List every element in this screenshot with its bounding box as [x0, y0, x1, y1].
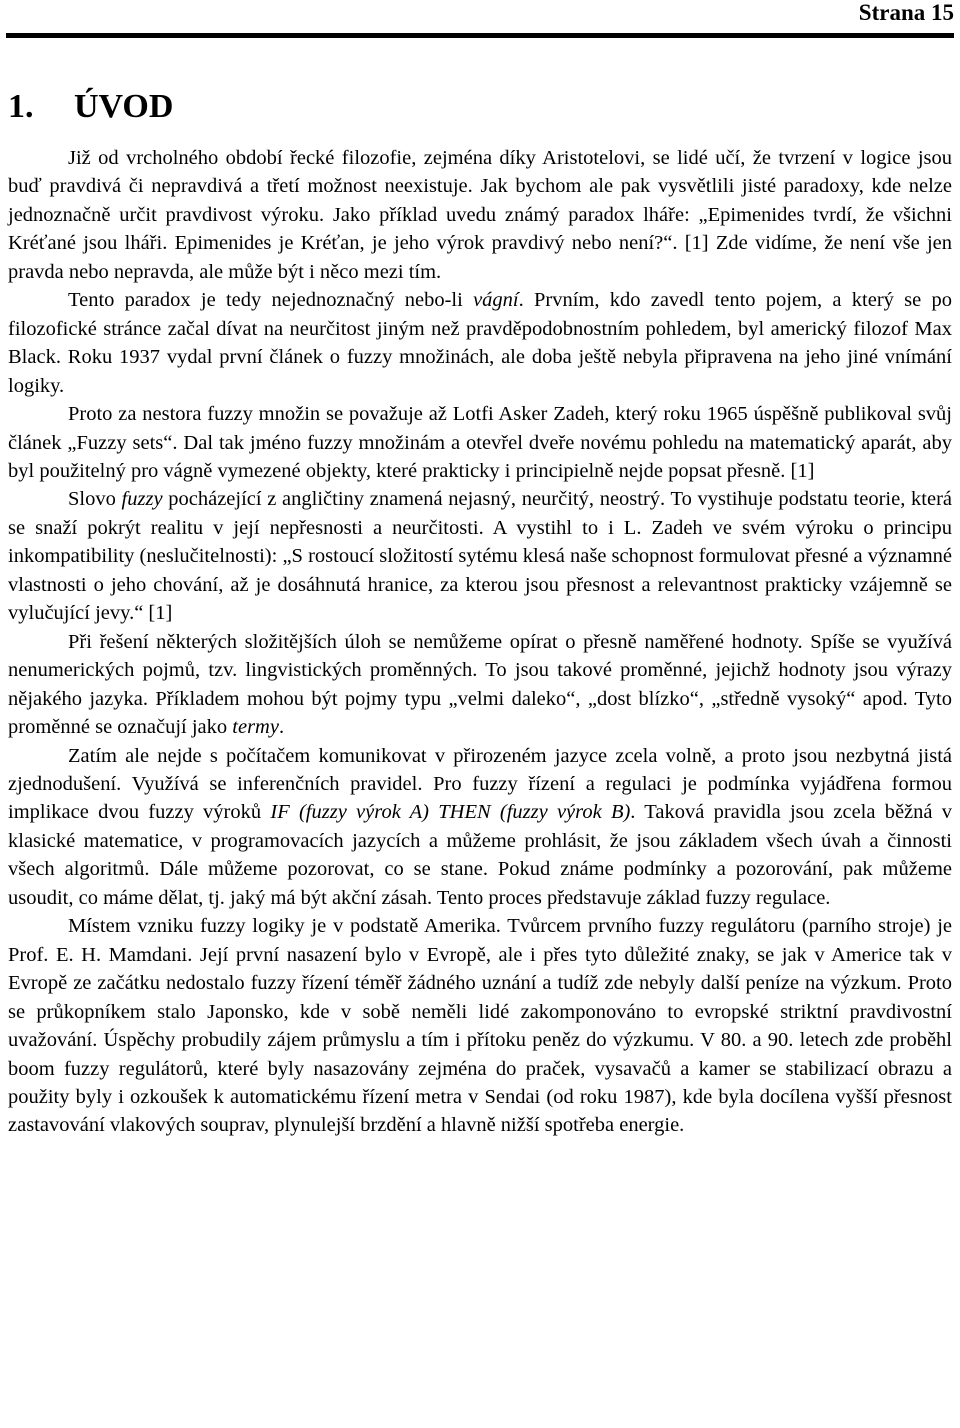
italic-term: vágní — [473, 289, 519, 312]
page-number-header: Strana 15 — [858, 0, 954, 25]
text-run: Místem vzniku fuzzy logiky je v podstatě Amerika. Tvůrcem prvního fuzzy regulátoru (parního stroje) je Prof. E. H. Mamdani. Její první nasazení bylo v Evropě, ale i přes tyto důležité znaky, se jak v Americe tak v Evropě ze začátku nedostalo fuzzy řízení téměř žádného uznání a tudíž zde nebyly další peníze na výzkum. Proto se průkopníkem stalo Japonsko, kde v sobě neměli lidé zakomponováno to evropské striktní pravdivostní uvažování. Úspěchy probudily zájem průmyslu a tím i přítoku peněz do výzkumu. V 80. a 90. letech zde proběhl boom fuzzy regulátorů, které byly nasazovány zejména do praček, vysavačů a kamer se stabilizací obrazu a použity byly i ozkoušek k automatickému řízení metra v Sendai (od roku 1987), kde byla docílena vyšší přesnost zastavování vlakových souprav, plynulejší brzdění a hlavně nižší spotřeba energie. — [8, 915, 952, 1137]
italic-term: fuzzy — [121, 488, 163, 511]
header-rule — [6, 33, 954, 38]
text-run: . — [278, 716, 285, 739]
paragraph — [8, 742, 952, 913]
text-run: . Prvním, kdo zavedl tento pojem, a který se po filozofické stránce začal dívat na neurčitost jiným než pravděpodobnostním pohledem, byl americký filozof Max Black. Roku 1937 vydal první článek o fuzzy množinách, ale doba ještě nebyla připravena na jeho jiné vnímání logiky. — [8, 289, 952, 397]
chapter-heading — [8, 86, 173, 128]
paragraph — [8, 144, 952, 286]
paragraph — [8, 400, 952, 485]
italic-term: termy — [232, 716, 279, 739]
text-run: Proto za nestora fuzzy množin se považuje až Lotfi Asker Zadeh, který roku 1965 úspěšně publikoval svůj článek „Fuzzy sets“. Dal tak jméno fuzzy množinám a otevřel dveře novému pohledu na matematický aparát, aby byl použitelný pro vágně vymezené objekty, které prakticky i principielně nejde popsat přesně. [1] — [8, 403, 952, 482]
chapter-title: ÚVOD — [74, 88, 174, 125]
text-run: Zatím ale nejde s počítačem komunikovat v přirozeném jazyce zcela volně, a proto jsou nezbytná jistá zjednodušení. Využívá se inferenčních pravidel. Pro fuzzy řízení a regulaci je podmínka vyjádřena formou implikace dvou fuzzy výroků — [8, 744, 952, 824]
paragraph — [8, 286, 952, 400]
text-run: Již od vrcholného období řecké filozofie, zejména díky Aristotelovi, se lidé učí, že tvrzení v logice jsou buď pravdivá či nepravdivá a třetí možnost neexistuje. Jak bychom ale pak vysvětlili jisté paradoxy, kde nelze jednoznačně určit pravdivost výroku. Jako příklad uvedu známý paradox lháře: „Epimenides tvrdí, že všichni Kréťané jsou lháři. Epimenides je Kréťan, je jeho výrok pravdivý nebo není?“. [1] Zde vidíme, že není vše jen pravda nebo nepravda, ale může být i něco mezi tím. — [8, 147, 952, 283]
italic-term: IF (fuzzy výrok A) THEN (fuzzy výrok B) — [270, 801, 631, 824]
text-run: . Taková pravidla jsou zcela běžná v klasické matematice, v programovacích jazycích a můžeme prohlásit, že jsou základem všech úvah a činnosti všech algoritmů. Dále můžeme pozorovat, co se stane. Pokud známe podmínky a pozorování, pak můžeme usoudit, co máme dělat, tj. jaký má být akční zásah. Tento proces představuje základ fuzzy regulace. — [8, 801, 952, 909]
text-run: Při řešení některých složitějších úloh se nemůžeme opírat o přesně naměřené hodnoty. Spíše se využívá nenumerických pojmů, tzv. lingvistických proměnných. To jsou takové proměnné, jejichž hodnoty jsou výrazy nějakého jazyka. Příkladem mohou být pojmy typu „velmi daleko“, „dost blízko“, „středně vysoký“ apod. Tyto proměnné se označují jako — [8, 630, 952, 739]
chapter-number: 1. — [8, 88, 34, 125]
chapter-body — [8, 144, 952, 1140]
paragraph — [8, 628, 952, 742]
text-run: Slovo — [68, 488, 122, 511]
paragraph — [8, 912, 952, 1140]
paragraph — [8, 485, 952, 627]
text-run: Tento paradox je tedy nejednoznačný nebo-li — [68, 289, 474, 312]
text-run: pocházející z angličtiny znamená nejasný, neurčitý, neostrý. To vystihuje podstatu teorie, která se snaží pokrýt realitu v její nepřesnosti a neurčitosti. A vystihl to i L. Zadeh ve svém výroku o principu inkompatibility (neslučitelnosti): „S rostoucí složitostí sytému klesá naše schopnost formulovat přesné a významné vlastnosti o jeho chování, až je dosáhnutá hranice, za kterou jsou přesnost a relevantnost prakticky vzájemně se vylučující jevy.“ [1] — [8, 488, 952, 625]
